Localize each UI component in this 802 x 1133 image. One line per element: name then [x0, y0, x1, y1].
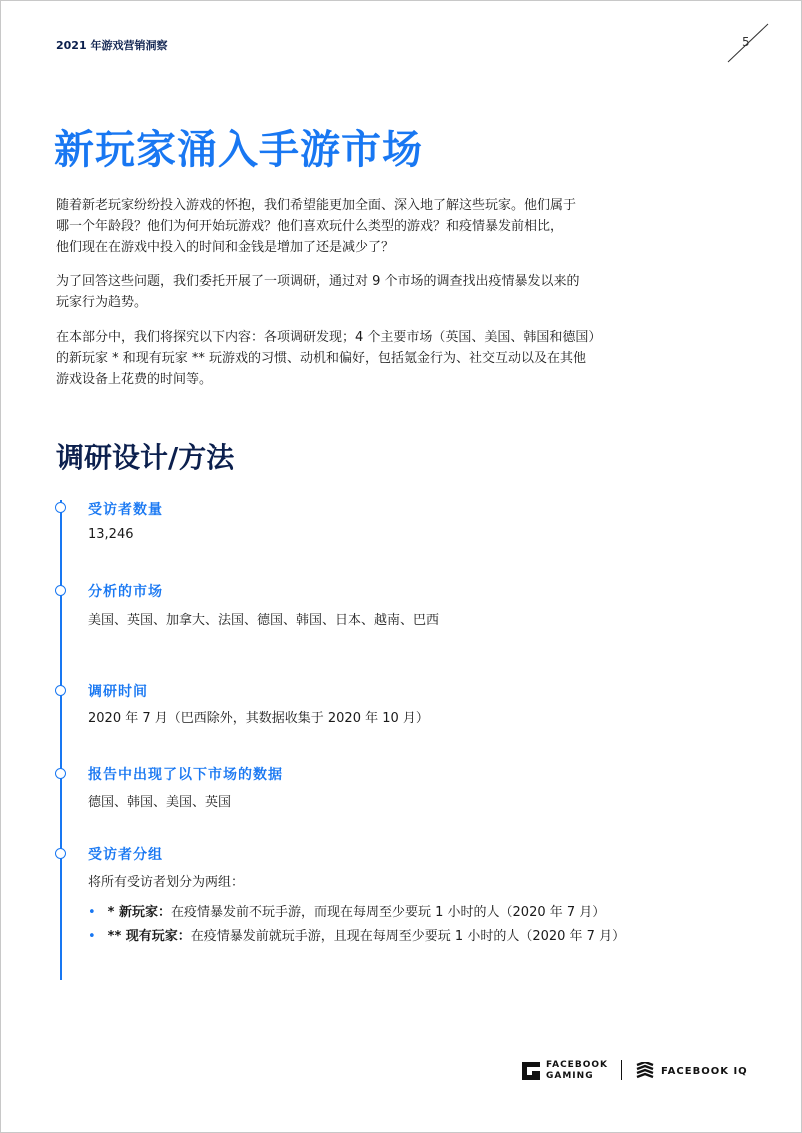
bullet-text: 在疫情暴发前不玩手游，而现在每周至少要玩 1 小时的人（2020 年 7 月）	[171, 905, 606, 920]
iq-logo-text: FACEBOOK IQ	[661, 1065, 748, 1077]
list-item-existing-players	[88, 925, 625, 944]
text-line: 哪一个年龄段？他们为何开始玩游戏？他们喜欢玩什么类型的游戏？和疫情暴发前相比，	[56, 219, 564, 234]
section-title: 调研设计/方法	[56, 441, 235, 474]
item-heading-period: 调研时间	[88, 684, 148, 700]
intro-paragraph-1	[56, 195, 626, 258]
logo-divider	[621, 1060, 622, 1080]
timeline-dot	[55, 768, 66, 779]
bullet-text: 在疫情暴发前就玩手游，且现在每周至少要玩 1 小时的人（2020 年 7 月）	[190, 929, 626, 944]
timeline-line	[60, 500, 62, 980]
bullet-icon: •	[88, 929, 96, 944]
text-line: 随着新老玩家纷纷投入游戏的怀抱，我们希望能更加全面、深入地了解这些玩家。他们属于	[56, 198, 577, 213]
bullet-label: ** 现有玩家：	[107, 929, 191, 944]
intro-paragraph-3	[56, 327, 626, 390]
list-item-new-players	[88, 901, 605, 920]
timeline-dot	[55, 585, 66, 596]
text-line: 在本部分中，我们将探究以下内容：各项调研发现；4 个主要市场（英国、美国、韩国和德国）	[56, 330, 602, 345]
bullet-label: * 新玩家：	[107, 905, 171, 920]
gaming-logo-line1: FACEBOOK	[546, 1060, 608, 1070]
gaming-logo-line2: GAMING	[546, 1071, 594, 1081]
item-heading-markets: 分析的市场	[88, 584, 163, 600]
text-line: 玩家行为趋势。	[56, 295, 148, 310]
item-value-period: 2020 年 7 月（巴西除外，其数据收集于 2020 年 10 月）	[88, 711, 429, 726]
bullet-icon: •	[88, 905, 96, 920]
item-value-groups: 将所有受访者划分为两组：	[88, 875, 245, 890]
timeline-dot	[55, 502, 66, 513]
facebook-iq-icon	[635, 1062, 655, 1080]
page-number: 5	[742, 35, 750, 49]
facebook-gaming-icon	[522, 1062, 540, 1080]
facebook-gaming-logo	[522, 1058, 608, 1084]
text-line: 的新玩家 * 和现有玩家 ** 玩游戏的习惯、动机和偏好，包括氪金行为、社交互动以及在其他	[56, 351, 587, 366]
page-title: 新玩家涌入手游市场	[54, 127, 423, 173]
timeline-dot	[55, 848, 66, 859]
item-value-markets: 美国、英国、加拿大、法国、德国、韩国、日本、越南、巴西	[88, 613, 440, 628]
timeline-dot	[55, 685, 66, 696]
intro-paragraph-2	[56, 271, 626, 313]
item-value-report-markets: 德国、韩国、美国、英国	[88, 795, 232, 810]
text-line: 为了回答这些问题，我们委托开展了一项调研，通过对 9 个市场的调查找出疫情暴发以来的	[56, 274, 580, 289]
header-title: 2021 年游戏营销洞察	[56, 39, 168, 52]
item-heading-respondents: 受访者数量	[88, 502, 163, 518]
text-line: 游戏设备上花费的时间等。	[56, 372, 213, 387]
item-heading-report-markets: 报告中出现了以下市场的数据	[88, 767, 283, 783]
facebook-iq-logo	[635, 1058, 748, 1084]
text-line: 他们现在在游戏中投入的时间和金钱是增加了还是减少了？	[56, 240, 395, 255]
item-heading-groups: 受访者分组	[88, 847, 163, 863]
item-value-respondents: 13,246	[88, 527, 134, 542]
